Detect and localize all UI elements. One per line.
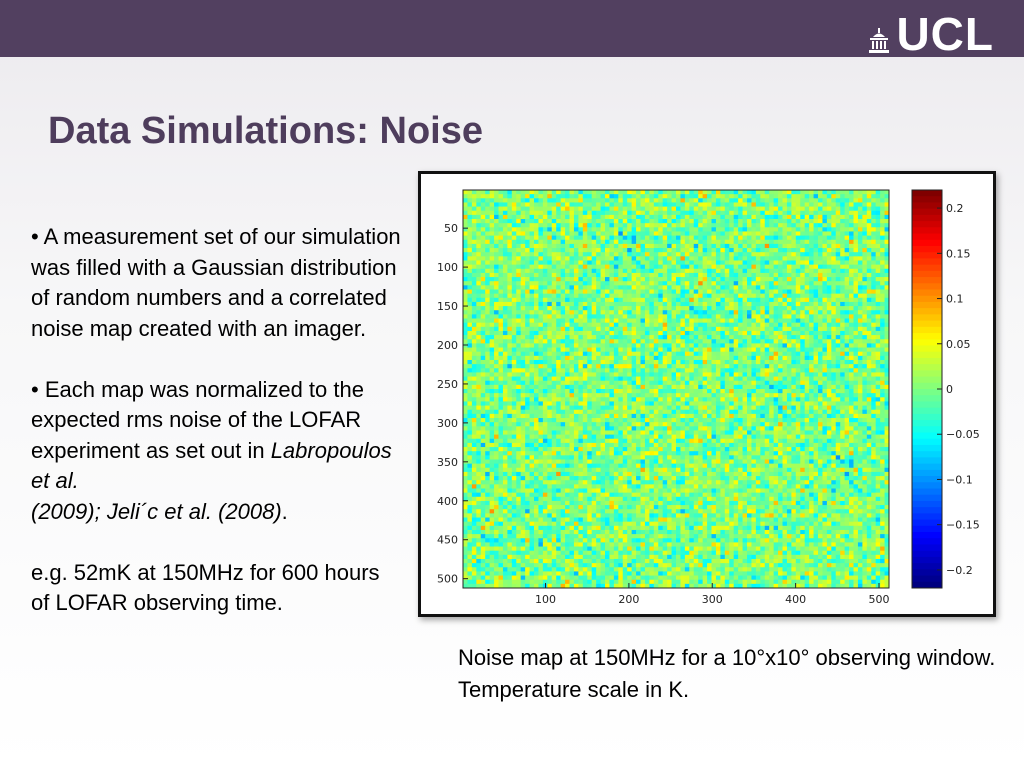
figure-caption: Noise map at 150MHz for a 10°x10° observing window. Temperature scale in K. [458, 645, 996, 702]
ucl-logo [868, 8, 994, 60]
bullet-measurement: • A measurement set of our simulation was filled with a Gaussian distribution of random numbers and a correlated noise map created with an imager. [31, 224, 401, 341]
y-tick-label: 200 [437, 338, 458, 352]
x-tick-label: 500 [868, 593, 890, 606]
y-tick-label: 450 [437, 533, 458, 547]
slide-title: Data Simulations: Noise [48, 110, 483, 152]
logo-text: UCL [896, 8, 994, 60]
header-bar [0, 0, 1024, 60]
y-tick-label: 250 [437, 377, 458, 391]
body-text [31, 222, 403, 619]
reference-labropoulos: Labropoulos et al. [31, 437, 392, 493]
colorbar-tick-label: −0.15 [946, 518, 980, 532]
bullet-normalization-text: • Each map was normalized to the expected rms noise of the LOFAR experiment as set out in [31, 376, 364, 463]
colorbar [912, 190, 980, 589]
colorbar-tick-label: 0.15 [946, 247, 971, 261]
y-tick-label: 500 [437, 572, 458, 586]
y-tick-label: 150 [437, 300, 458, 314]
y-tick-label: 350 [437, 455, 458, 469]
x-tick-label: 300 [701, 593, 723, 606]
colorbar-tick-label: −0.1 [946, 473, 973, 487]
portico-icon [868, 28, 890, 54]
noise-map-figure [418, 171, 996, 617]
noise-map-chart [421, 174, 993, 614]
y-tick-label: 400 [437, 494, 458, 508]
bullet-end: . [281, 498, 288, 524]
colorbar-tick-label: −0.05 [946, 428, 980, 442]
heatmap-cells [463, 190, 889, 588]
y-tick-label: 50 [444, 222, 458, 236]
reference-jelic: (2009); Jeli´c et al. (2008) [31, 498, 282, 524]
bullet-normalization [31, 375, 403, 528]
x-tick-label: 400 [785, 593, 807, 606]
y-tick-label: 100 [437, 261, 458, 275]
x-tick-label: 100 [535, 593, 557, 606]
colorbar-tick-label: 0 [946, 383, 953, 396]
colorbar-tick-label: −0.2 [946, 563, 973, 577]
x-tick-label: 200 [618, 593, 640, 606]
y-tick-label: 300 [437, 416, 458, 430]
colorbar-tick-label: 0.2 [946, 202, 964, 216]
example-text: e.g. 52mK at 150MHz for 600 hours of LOFAR observing time. [31, 559, 380, 615]
colorbar-tick-label: 0.05 [946, 337, 971, 351]
colorbar-tick-label: 0.1 [946, 292, 964, 306]
